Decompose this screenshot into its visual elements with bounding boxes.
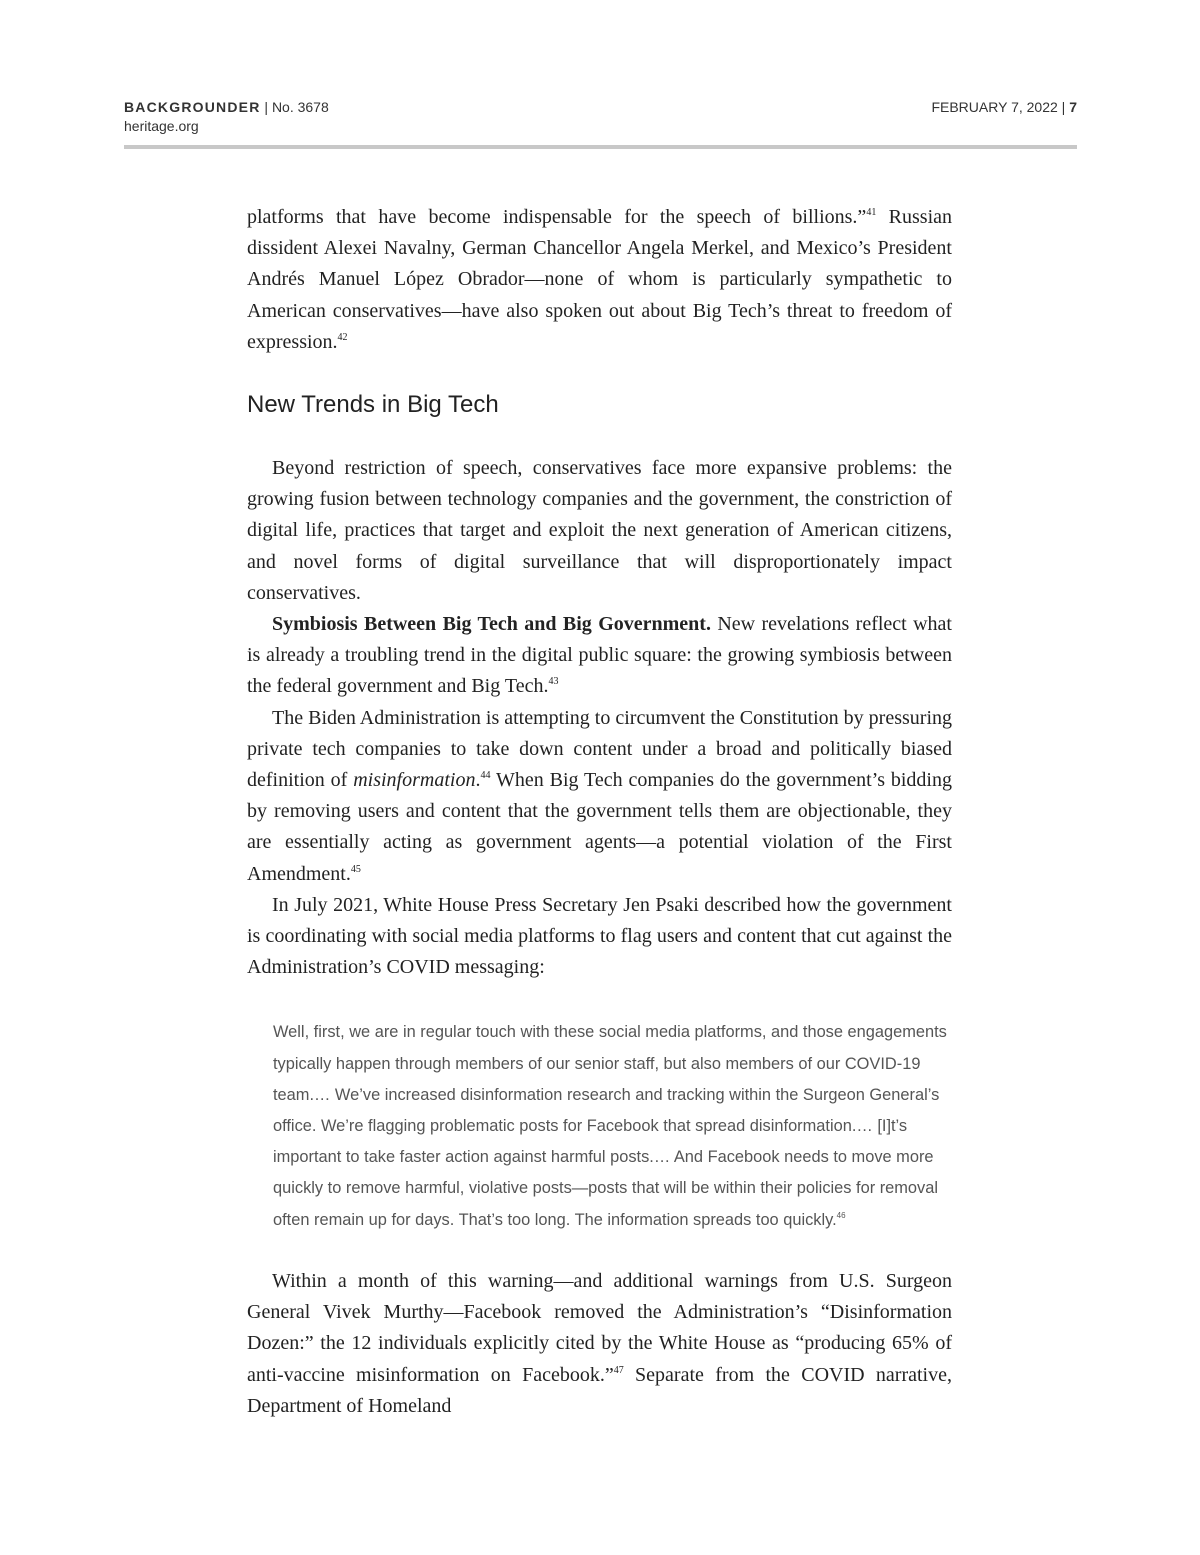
paragraph: Symbiosis Between Big Tech and Big Government. New revelations reflect what is already a troubling trend in the digital public square: the growing symbiosis between the federal government and Big Tech.$^{43}$: [247, 613, 952, 698]
paragraph: The Biden Administration is attempting to circumvent the Constitution by pressuring private tech companies to take down content under a broad and politically biased definition of misinformation.$^{44}$ When Big Tech companies do the government’s bidding by removing users and content that the government tells them are objectionable, they are essentially acting as government agents—a potential violation of the First Amendment.$^{45}$: [247, 706, 952, 885]
footnote-ref[interactable]: 43: [548, 676, 559, 688]
date-separator: |: [1057, 99, 1070, 115]
subsection-lead: Symbiosis Between Big Tech and Big Government.: [272, 613, 711, 636]
header-left: [124, 98, 329, 136]
footnote-ref[interactable]: 44: [480, 770, 491, 782]
footnote-ref[interactable]: 47: [613, 1364, 624, 1376]
block-quote: Well, first, we are in regular touch with these social media platforms, and those engagements typically happen through members of our senior staff, but also members of our COVID-19 team.… We’ve increased disinformation research and tracking within the Surgeon General’s office. We’re flagging problematic posts for Facebook that spread disinformation.… [I]t’s important to take faster action against harmful posts.… And Facebook needs to move more quickly to remove harmful, violative posts—posts that will be within their policies for removal often remain up for days. That’s too long. The information spreads too quickly.$^{46}$: [273, 1023, 947, 1229]
footnote-ref[interactable]: 41: [866, 207, 877, 218]
publication-date: FEBRUARY 7, 2022: [931, 99, 1058, 115]
header-separator: |: [260, 99, 272, 115]
article-body: [247, 202, 952, 1422]
section-heading: New Trends in Big Tech: [247, 391, 499, 419]
header-rule: [124, 145, 1077, 149]
footnote-ref[interactable]: 42: [337, 331, 348, 343]
footnote-ref[interactable]: 46: [836, 1210, 846, 1220]
paragraph-continued: platforms that have become indispensable for the speech of billions.”$^{41}$ Russian dissident Alexei Navalny, German Chancellor Angela Merkel, and Mexico’s President Andrés Manuel López Obrador—none of whom is particularly sympathetic to American conservatives—have also spoken out about Big Tech’s threat to freedom of expression.$^{42}$: [247, 206, 953, 353]
issue-number: No. 3678: [271, 99, 329, 115]
site-link[interactable]: heritage.org: [124, 118, 199, 134]
emphasis: misinformation: [353, 769, 476, 792]
page-number: 7: [1069, 99, 1077, 115]
paragraph: Beyond restriction of speech, conservatives face more expansive problems: the growing fusion between technology companies and the government, the constriction of digital life, practices that target and exploit the next generation of American citizens, and novel forms of digital surveillance that will disproportionately impact conservatives.: [247, 457, 952, 604]
paragraph: In July 2021, White House Press Secretary Jen Psaki described how the government is coordinating with social media platforms to flag users and content that cut against the Administration’s COVID messaging:: [247, 893, 952, 979]
publication-line: [124, 98, 329, 117]
series-name: BACKGROUNDER: [124, 99, 261, 115]
paragraph: Within a month of this warning—and additional warnings from U.S. Surgeon General Vivek Murthy—Facebook removed the Administration’s “Disinformation Dozen:” the 12 individuals explicitly cited by the White House as “producing 65% of anti-vaccine misinformation on Facebook.”$^{47}$ Separate from the COVID narrative, Department of Homeland: [247, 1269, 952, 1417]
footnote-ref[interactable]: 45: [350, 863, 361, 875]
header-right: [931, 98, 1077, 117]
